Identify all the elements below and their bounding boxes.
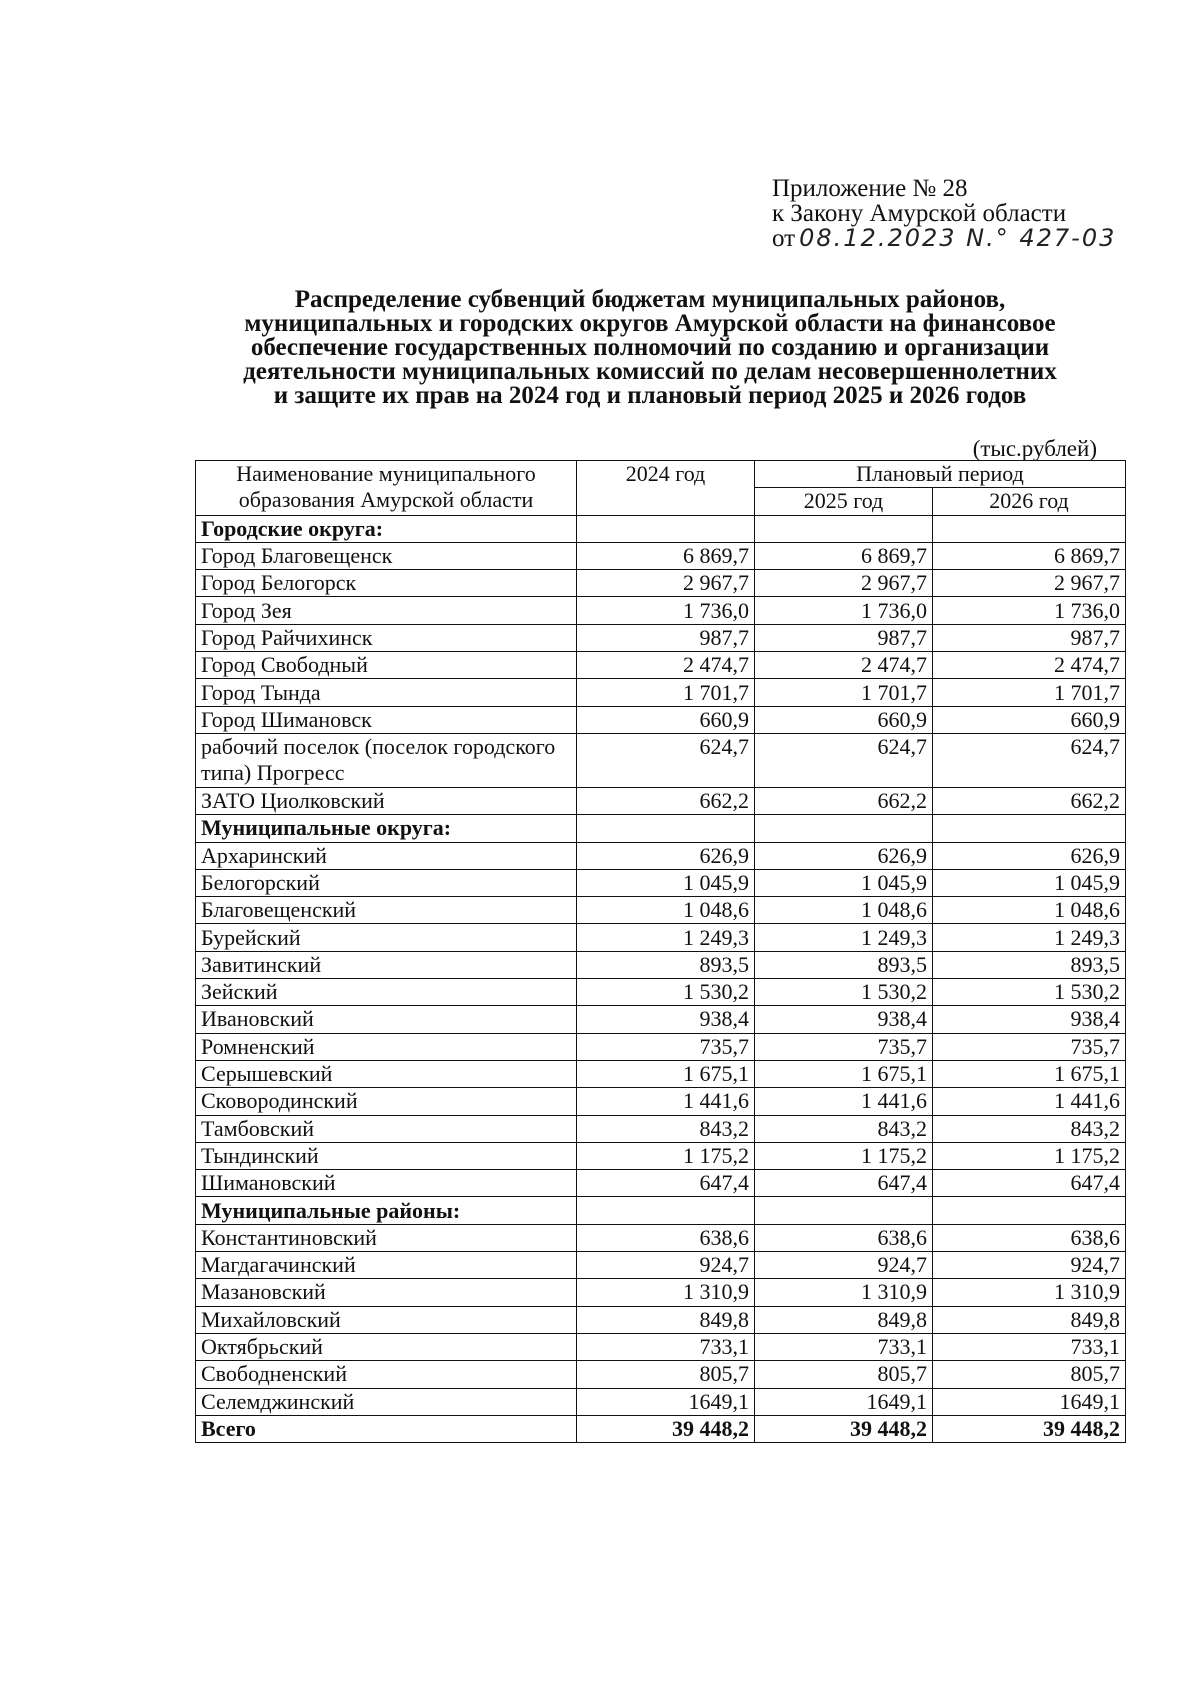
value-2024: 1 530,2 (577, 979, 755, 1006)
value-2024: 938,4 (577, 1006, 755, 1033)
value-2025: 1 249,3 (755, 924, 933, 951)
value-2025: 624,7 (755, 733, 933, 787)
table-row (196, 979, 1126, 1006)
value-2024: 2 967,7 (577, 570, 755, 597)
value-2024: 662,2 (577, 787, 755, 814)
municipality-name: Селемджинский (196, 1388, 577, 1415)
empty-cell (577, 815, 755, 842)
value-2025: 1 048,6 (755, 897, 933, 924)
value-2024: 1 249,3 (577, 924, 755, 951)
value-2026: 6 869,7 (933, 542, 1126, 569)
value-2025: 1 736,0 (755, 597, 933, 624)
table-row (196, 597, 1126, 624)
appendix-date-prefix: от (772, 225, 796, 252)
section-header-row (196, 515, 1126, 542)
value-2026: 1 736,0 (933, 597, 1126, 624)
value-2026: 626,9 (933, 842, 1126, 869)
value-2025: 647,4 (755, 1170, 933, 1197)
appendix-number: Приложение № 28 (772, 175, 968, 202)
table-row (196, 951, 1126, 978)
value-2024: 1649,1 (577, 1388, 755, 1415)
table-row (196, 1115, 1126, 1142)
empty-cell (933, 815, 1126, 842)
municipality-name: Ивановский (196, 1006, 577, 1033)
table-row (196, 1252, 1126, 1279)
total-value-2025: 39 448,2 (755, 1415, 933, 1442)
value-2026: 938,4 (933, 1006, 1126, 1033)
municipality-name: Архаринский (196, 842, 577, 869)
value-2025: 1 701,7 (755, 679, 933, 706)
municipality-name: Свободненский (196, 1361, 577, 1388)
table-row (196, 733, 1126, 787)
value-2025: 1 675,1 (755, 1060, 933, 1087)
title-line-2: муниципальных и городских округов Амурской области на финансовое (244, 310, 1056, 337)
value-2024: 924,7 (577, 1252, 755, 1279)
value-2024: 1 701,7 (577, 679, 755, 706)
value-2024: 660,9 (577, 706, 755, 733)
municipality-name: Город Благовещенск (196, 542, 577, 569)
title-line-1: Распределение субвенций бюджетам муниципальных районов, (294, 286, 1006, 313)
value-2024: 805,7 (577, 1361, 755, 1388)
municipality-name: Шимановский (196, 1170, 577, 1197)
section-header-row (196, 815, 1126, 842)
value-2024: 1 045,9 (577, 869, 755, 896)
value-2025: 843,2 (755, 1115, 933, 1142)
table-row (196, 1033, 1126, 1060)
municipality-name: Магдагачинский (196, 1252, 577, 1279)
value-2024: 843,2 (577, 1115, 755, 1142)
table-row (196, 1088, 1126, 1115)
table-row (196, 924, 1126, 951)
value-2024: 1 441,6 (577, 1088, 755, 1115)
value-2026: 2 474,7 (933, 652, 1126, 679)
header-municipality (196, 461, 577, 516)
value-2024: 849,8 (577, 1306, 755, 1333)
municipality-name: Благовещенский (196, 897, 577, 924)
appendix-date-line (772, 226, 1132, 251)
value-2025: 662,2 (755, 787, 933, 814)
table-row (196, 542, 1126, 569)
value-2026: 987,7 (933, 624, 1126, 651)
table-body (196, 515, 1126, 1443)
value-2025: 2 967,7 (755, 570, 933, 597)
value-2024: 638,6 (577, 1224, 755, 1251)
table-row (196, 1006, 1126, 1033)
municipality-name: Тындинский (196, 1142, 577, 1169)
value-2024: 987,7 (577, 624, 755, 651)
total-value-2026: 39 448,2 (933, 1415, 1126, 1442)
municipality-name: Константиновский (196, 1224, 577, 1251)
table-row (196, 869, 1126, 896)
value-2024: 893,5 (577, 951, 755, 978)
table-row (196, 1361, 1126, 1388)
subventions-table (195, 460, 1126, 1443)
value-2024: 1 310,9 (577, 1279, 755, 1306)
municipality-name: Завитинский (196, 951, 577, 978)
table-row (196, 706, 1126, 733)
municipality-name: Сковородинский (196, 1088, 577, 1115)
table-row (196, 787, 1126, 814)
municipality-name: Октябрьский (196, 1333, 577, 1360)
value-2026: 1 530,2 (933, 979, 1126, 1006)
value-2026: 849,8 (933, 1306, 1126, 1333)
municipality-name: Город Зея (196, 597, 577, 624)
value-2025: 2 474,7 (755, 652, 933, 679)
header-planned-period: Плановый период (755, 461, 1126, 488)
municipality-name: Город Райчихинск (196, 624, 577, 651)
value-2026: 1 249,3 (933, 924, 1126, 951)
document-title (180, 288, 1120, 408)
municipality-name: Серышевский (196, 1060, 577, 1087)
value-2024: 735,7 (577, 1033, 755, 1060)
empty-cell (577, 1197, 755, 1224)
value-2026: 660,9 (933, 706, 1126, 733)
table-row (196, 652, 1126, 679)
title-line-4: деятельности муниципальных комиссий по делам несовершеннолетних (243, 358, 1057, 385)
value-2025: 6 869,7 (755, 542, 933, 569)
value-2026: 2 967,7 (933, 570, 1126, 597)
table-row (196, 842, 1126, 869)
appendix-reference (772, 176, 1132, 251)
value-2025: 1 175,2 (755, 1142, 933, 1169)
value-2026: 893,5 (933, 951, 1126, 978)
municipality-name: рабочий поселок (поселок городского типа) Прогресс (196, 733, 577, 787)
value-2026: 1 441,6 (933, 1088, 1126, 1115)
value-2026: 647,4 (933, 1170, 1126, 1197)
value-2026: 662,2 (933, 787, 1126, 814)
table-row (196, 1279, 1126, 1306)
value-2024: 624,7 (577, 733, 755, 787)
municipality-name: Город Шимановск (196, 706, 577, 733)
value-2026: 1649,1 (933, 1388, 1126, 1415)
municipality-name: Ромненский (196, 1033, 577, 1060)
value-2024: 647,4 (577, 1170, 755, 1197)
value-2025: 1 045,9 (755, 869, 933, 896)
value-2026: 1 701,7 (933, 679, 1126, 706)
handwritten-date-number: 08.12.2023 N.° 427-03 (799, 224, 1117, 252)
value-2024: 626,9 (577, 842, 755, 869)
header-municipality-line-2: образования Амурской области (238, 487, 534, 512)
table-row (196, 1142, 1126, 1169)
value-2025: 893,5 (755, 951, 933, 978)
table-row (196, 1333, 1126, 1360)
value-2026: 1 310,9 (933, 1279, 1126, 1306)
value-2026: 843,2 (933, 1115, 1126, 1142)
value-2024: 733,1 (577, 1333, 755, 1360)
value-2025: 638,6 (755, 1224, 933, 1251)
table-row (196, 679, 1126, 706)
value-2025: 938,4 (755, 1006, 933, 1033)
value-2025: 626,9 (755, 842, 933, 869)
header-2025: 2025 год (755, 488, 933, 515)
value-2025: 1 530,2 (755, 979, 933, 1006)
value-2024: 1 675,1 (577, 1060, 755, 1087)
municipality-name: Мазановский (196, 1279, 577, 1306)
value-2025: 735,7 (755, 1033, 933, 1060)
table-row (196, 624, 1126, 651)
value-2026: 735,7 (933, 1033, 1126, 1060)
municipality-name: Город Белогорск (196, 570, 577, 597)
value-2024: 2 474,7 (577, 652, 755, 679)
table-row (196, 570, 1126, 597)
municipality-name: Белогорский (196, 869, 577, 896)
table-row (196, 1388, 1126, 1415)
table-row (196, 1060, 1126, 1087)
value-2025: 849,8 (755, 1306, 933, 1333)
value-2026: 733,1 (933, 1333, 1126, 1360)
value-2025: 805,7 (755, 1361, 933, 1388)
value-2026: 1 175,2 (933, 1142, 1126, 1169)
table-row (196, 897, 1126, 924)
total-row (196, 1415, 1126, 1442)
value-2024: 6 869,7 (577, 542, 755, 569)
value-2026: 624,7 (933, 733, 1126, 787)
value-2025: 924,7 (755, 1252, 933, 1279)
title-line-5: и защите их прав на 2024 год и плановый период 2025 и 2026 годов (273, 382, 1027, 409)
empty-cell (755, 815, 933, 842)
value-2026: 638,6 (933, 1224, 1126, 1251)
section-header-row (196, 1197, 1126, 1224)
section-title: Муниципальные округа: (196, 815, 577, 842)
value-2025: 1 310,9 (755, 1279, 933, 1306)
value-2025: 733,1 (755, 1333, 933, 1360)
value-2026: 1 675,1 (933, 1060, 1126, 1087)
value-2024: 1 736,0 (577, 597, 755, 624)
value-2026: 924,7 (933, 1252, 1126, 1279)
header-2026: 2026 год (933, 488, 1126, 515)
table-row (196, 1170, 1126, 1197)
header-municipality-line-1: Наименование муниципального (236, 461, 536, 486)
municipality-name: ЗАТО Циолковский (196, 787, 577, 814)
value-2025: 1649,1 (755, 1388, 933, 1415)
title-line-3: обеспечение государственных полномочий по созданию и организации (250, 334, 1050, 361)
total-label: Всего (196, 1415, 577, 1442)
municipality-name: Тамбовский (196, 1115, 577, 1142)
section-title: Городские округа: (196, 515, 577, 542)
appendix-law: к Закону Амурской области (772, 200, 1067, 227)
municipality-name: Бурейский (196, 924, 577, 951)
empty-cell (933, 515, 1126, 542)
empty-cell (755, 515, 933, 542)
municipality-name: Город Тында (196, 679, 577, 706)
value-2024: 1 175,2 (577, 1142, 755, 1169)
municipality-name: Михайловский (196, 1306, 577, 1333)
section-title: Муниципальные районы: (196, 1197, 577, 1224)
empty-cell (755, 1197, 933, 1224)
table-row (196, 1224, 1126, 1251)
empty-cell (577, 515, 755, 542)
municipality-name: Зейский (196, 979, 577, 1006)
table-header-row-1 (196, 461, 1126, 488)
value-2024: 1 048,6 (577, 897, 755, 924)
units-label: (тыс.рублей) (972, 436, 1097, 461)
header-2024: 2024 год (577, 461, 755, 516)
municipality-name: Город Свободный (196, 652, 577, 679)
value-2025: 1 441,6 (755, 1088, 933, 1115)
value-2026: 805,7 (933, 1361, 1126, 1388)
value-2026: 1 045,9 (933, 869, 1126, 896)
table-row (196, 1306, 1126, 1333)
value-2025: 660,9 (755, 706, 933, 733)
total-value-2024: 39 448,2 (577, 1415, 755, 1442)
value-2025: 987,7 (755, 624, 933, 651)
empty-cell (933, 1197, 1126, 1224)
value-2026: 1 048,6 (933, 897, 1126, 924)
